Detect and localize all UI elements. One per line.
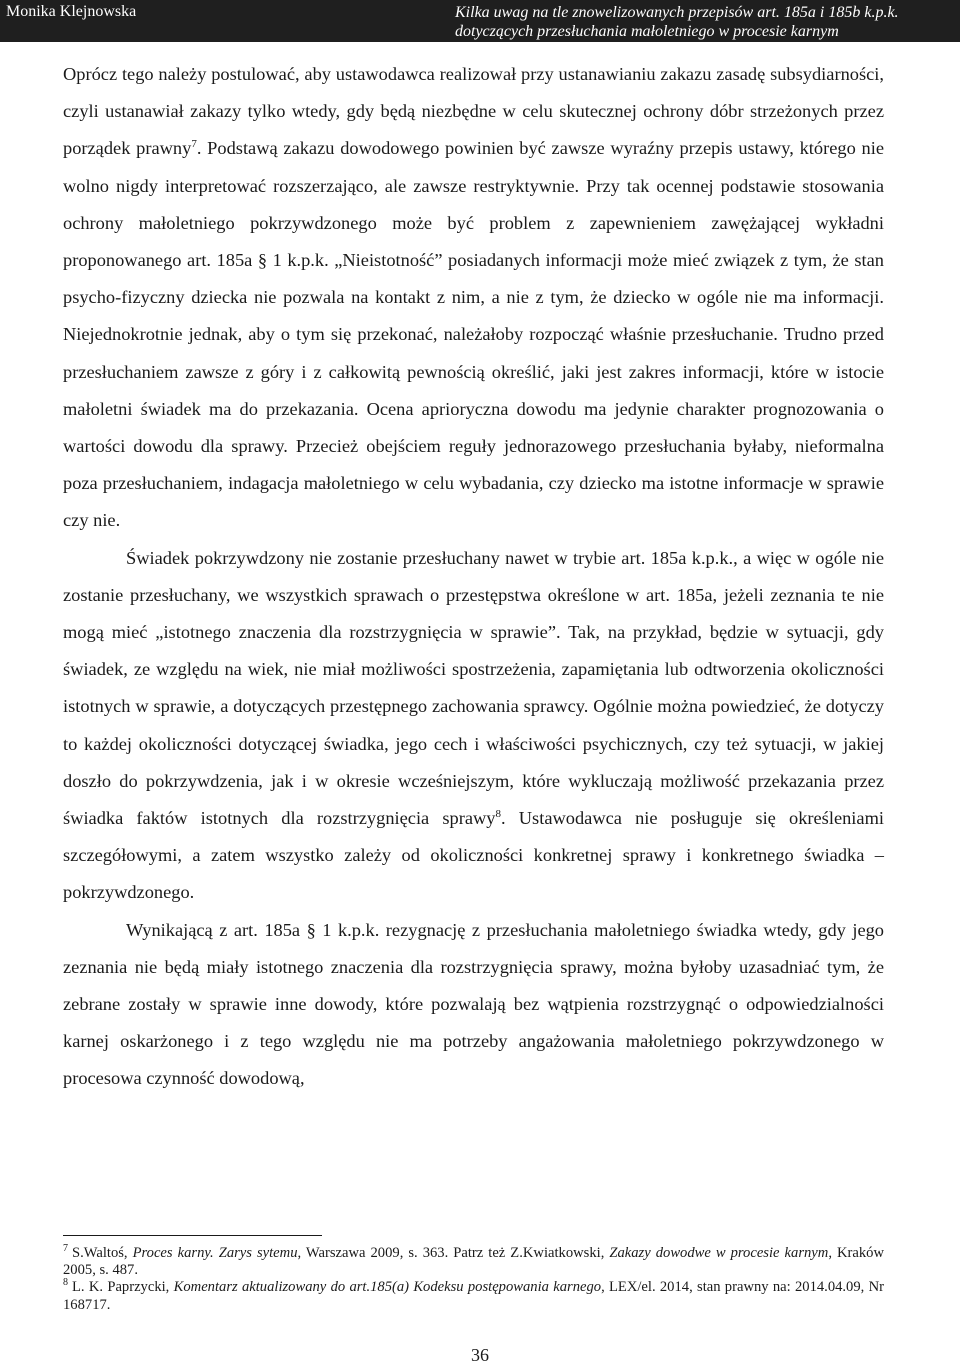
paragraph-2-part-a: Świadek pokrzywdzony nie zostanie przesłuchany nawet w trybie art. 185a k.p.k., a więc w ogóle nie zostanie przesłuchany, we wszystkich sprawach o przestępstwa określone w art. 185a, jeżeli zeznania te nie mogą mieć „istotnego znaczenia dla rozstrzygnięcia w sprawie”. Tak, na przykład, będzie w sytuacji, gdy świadek, ze względu na wiek, nie miał możliwości spostrzeżenia, zapamiętania lub odtworzenia okoliczności istotnych w sprawie, a dotyczących przestępnego zachowania sprawcy. Ogólnie można powiedzieć, że dotyczy to każdej okoliczności dotyczącej świadka, jego cech i właściwości psychicznych, czy też sytuacji, w jakiej doszło do pokrzywdzenia, jak i w okresie wcześniejszym, które wykluczają możliwość przekazania przez świadka faktów istotnych dla rozstrzygnięcia sprawy — [63, 547, 884, 829]
footnote-ref-8[interactable]: 8 — [495, 808, 502, 821]
paragraph-1-part-a: Oprócz tego należy postulować, aby ustawodawca realizował przy ustanawianiu zakazu zasadę subsydiarności, czyli ustanawiał zakazy tylko wtedy, gdy będą niezbędne w celu skutecznej ochrony dóbr strzeżonych przez porządek prawny — [63, 64, 884, 159]
running-header — [0, 0, 960, 42]
footnote-8-number: 8 — [63, 1277, 68, 1289]
footnote-7-text-3: , Kraków 2005, s. 487. — [63, 1245, 884, 1279]
footnote-7-text-1: S.Waltoś, — [72, 1245, 133, 1261]
footnote-7-title-2: Zakazy dowodwe w procesie karnym — [609, 1245, 829, 1261]
footnote-separator — [63, 1235, 322, 1236]
footnote-8-text-2: , LEX/el. 2014, stan prawny na: 2014.04.09, Nr 168717. — [63, 1279, 884, 1313]
header-title: Kilka uwag na tle znowelizowanych przepisów art. 185a i 185b k.p.k. dotyczących przesłuchania małoletniego w procesie karnym — [455, 4, 899, 40]
page-number: 36 — [471, 1345, 489, 1365]
paragraph-1-part-b: . Podstawą zakazu dowodowego powinien być zawsze wyraźny przepis ustawy, którego nie wolno nigdy interpretować rozszerzająco, ale zawsze restryktywnie. Przy tak ocennej podstawie stosowania ochrony małoletniego pokrzywdzonego może być problem z zapewnieniem zawężającej wykładni proponowanego art. 185a § 1 k.p.k. „Nieistotność” posiadanych informacji może mieć związek z tym, że stan psycho-fizyczny dziecka nie pozwala na kontakt z nim, a nie z tym, że dziecko w ogóle nie ma informacji. Niejednokrotnie jednak, aby o tym się przekonać, należałoby rozpocząć właśnie przesłuchanie. Trudno przed przesłuchaniem zawsze z góry i z całkowitą pewnością określić, jaki jest zakres informacji, które w istocie małoletni świadek ma do przekazania. Ocena aprioryczna dowodu ma jedynie charakter prognozowania o wartości dowodu dla sprawy. Przecież obejściem reguły jednorazowego przesłuchania byłaby, nieformalna poza przesłuchaniem, indagacja małoletniego w celu wybadania, czy dziecko ma istotne informacje w sprawie czy nie. — [63, 138, 884, 531]
paragraph-2 — [63, 540, 884, 912]
paragraph-3: Wynikającą z art. 185a § 1 k.p.k. rezygnację z przesłuchania małoletniego świadka wtedy, gdy jego zeznania nie będą miały istotnego znaczenia dla rozstrzygnięcia sprawy, można byłoby uzasadniać tym, że zebrane zostały w sprawie inne dowody, które pozwalają bez wątpienia rozstrzygnąć o odpowiedzialności karnej oskarżonego i z tego względu nie ma potrzeby angażowania małoletniego pokrzywdzonego w procesowa czynność dowodową, — [63, 919, 884, 1089]
footnote-7-title-1: Proces karny. Zarys sytemu — [132, 1245, 298, 1261]
footnote-8-text-1: L. K. Paprzycki, — [72, 1279, 174, 1296]
footnotes — [63, 1245, 884, 1314]
footnote-7 — [63, 1245, 884, 1279]
footnote-7-text-2: , Warszawa 2009, s. 363. Patrz też Z.Kwiatkowski, — [297, 1245, 610, 1261]
footnote-7-number: 7 — [63, 1243, 68, 1254]
footnote-ref-7[interactable]: 7 — [191, 138, 197, 151]
main-text — [63, 56, 884, 1098]
header-author: Monika Klejnowska — [6, 3, 137, 20]
footnote-8 — [63, 1279, 884, 1313]
paragraph-1 — [63, 56, 884, 540]
footnote-8-title-1: Komentarz aktualizowany do art.185(a) Kodeksu postępowania karnego — [173, 1279, 602, 1296]
paragraph-2-part-b: . Ustawodawca nie posługuje się określeniami szczegółowymi, a zatem wszystko zależy od okoliczności konkretnej sprawy i konkretnego świadka – pokrzywdzonego. — [63, 808, 884, 903]
